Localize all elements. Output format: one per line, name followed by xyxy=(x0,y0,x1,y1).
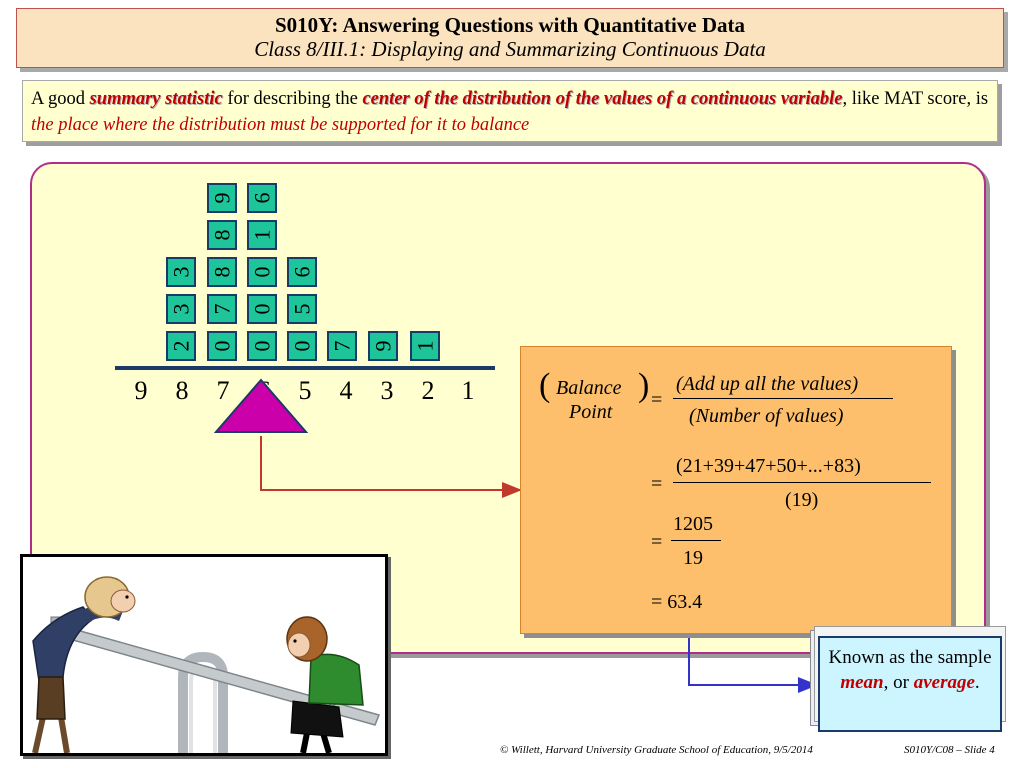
leaf-digit: 8 xyxy=(209,229,234,241)
title-box xyxy=(16,8,1004,68)
leaf-digit: 0 xyxy=(209,340,234,352)
numerator-2: (21+39+47+50+...+83) xyxy=(676,455,861,477)
fraction-bar-2 xyxy=(673,482,931,483)
leaf-digit: 6 xyxy=(249,192,274,204)
equals-1: = xyxy=(651,389,663,411)
leaf-tile xyxy=(327,331,357,361)
seesaw-illustration xyxy=(20,554,388,756)
leaf-digit: 9 xyxy=(209,192,234,204)
stem-label: 8 xyxy=(175,376,189,405)
stem-label: 4 xyxy=(339,376,353,405)
equals-3: = xyxy=(651,531,663,553)
formula-box xyxy=(520,346,952,634)
leaf-tile xyxy=(207,331,237,361)
stem-label: 2 xyxy=(421,376,435,405)
left-paren-open: ( xyxy=(539,367,551,404)
leaf-tile xyxy=(166,294,196,324)
leaf-tile xyxy=(410,331,440,361)
summary-statement xyxy=(22,80,998,142)
slide-title: S010Y: Answering Questions with Quantitative Data xyxy=(274,13,746,37)
leaf-digit: 3 xyxy=(168,303,193,315)
leaf-digit: 0 xyxy=(249,303,274,315)
numerator-3: 1205 xyxy=(673,513,713,535)
leaf-digit: 8 xyxy=(209,266,234,278)
leaf-digit: 7 xyxy=(209,303,234,315)
numerator-1: (Add up all the values) xyxy=(676,373,859,395)
balance-beam xyxy=(115,366,495,370)
mean-callout xyxy=(818,636,1002,732)
denominator-1-text: Number of values xyxy=(695,405,837,427)
numerator-2-text: 21+39+47+50+...+83 xyxy=(682,455,855,477)
summary-term-center: center of the distribution of the values of a continuous variable xyxy=(362,89,843,109)
leaf-tile xyxy=(287,331,317,361)
stem-label: 5 xyxy=(298,376,312,405)
leaf-tile xyxy=(207,294,237,324)
fulcrum-triangle xyxy=(214,378,308,434)
denominator-2: (19) xyxy=(785,489,819,511)
leaf-tile xyxy=(207,257,237,287)
leaf-tile xyxy=(247,257,277,287)
equals-2: = xyxy=(651,473,663,495)
leaf-tile xyxy=(287,294,317,324)
stem-label: 7 xyxy=(216,376,230,405)
stem-label: 9 xyxy=(134,376,148,405)
formula-result: = 63.4 xyxy=(651,591,703,613)
leaf-digit: 1 xyxy=(249,229,274,241)
summary-text-3: , like MAT score, is xyxy=(842,89,989,109)
stem-label: 3 xyxy=(380,376,394,405)
leaf-tile xyxy=(166,257,196,287)
leaf-tile xyxy=(287,257,317,287)
leaf-digit: 5 xyxy=(289,303,314,315)
leaf-digit: 1 xyxy=(412,340,437,352)
mean-text-3: . xyxy=(974,672,980,693)
summary-definition: the place where the distribution must be supported for it to balance xyxy=(31,115,530,135)
leaf-tile xyxy=(207,220,237,250)
numerator-1-text: Add up all the values xyxy=(682,373,852,395)
denominator-2-text: 19 xyxy=(791,489,812,511)
lhs-balance: Balance xyxy=(556,377,622,399)
summary-term-statistic: summary statistic xyxy=(89,89,223,109)
leaf-digit: 0 xyxy=(249,340,274,352)
mean-term: mean xyxy=(840,672,884,693)
leaf-tile xyxy=(247,220,277,250)
slide-subtitle: Class 8/III.1: Displaying and Summarizing Continuous Data xyxy=(254,37,766,61)
leaf-digit: 9 xyxy=(370,340,395,352)
left-paren-close: ) xyxy=(638,367,650,404)
summary-text-1: A good xyxy=(31,89,90,109)
leaf-tile xyxy=(247,331,277,361)
leaf-tile xyxy=(368,331,398,361)
denominator-3: 19 xyxy=(683,547,703,569)
leaf-digit: 2 xyxy=(168,340,193,352)
leaf-tile xyxy=(166,331,196,361)
footer-credit: © Willett, Harvard University Graduate School of Education, 9/5/2014 xyxy=(500,744,813,756)
mean-text-1: Known as the sample xyxy=(828,647,992,668)
leaf-digit: 0 xyxy=(249,266,274,278)
average-term: average xyxy=(913,672,975,693)
fraction-bar-3 xyxy=(671,540,721,541)
fraction-bar-1 xyxy=(673,398,893,399)
mean-text-2: , or xyxy=(883,672,914,693)
seesaw-clipart xyxy=(23,557,385,753)
leaf-digit: 7 xyxy=(329,340,354,352)
leaf-tile xyxy=(247,294,277,324)
leaf-tile xyxy=(247,183,277,213)
leaf-tile xyxy=(207,183,237,213)
leaf-digit: 3 xyxy=(168,266,193,278)
denominator-1: (Number of values) xyxy=(689,405,844,427)
summary-text-2: for describing the xyxy=(222,89,363,109)
leaf-digit: 0 xyxy=(289,340,314,352)
stem-label: 1 xyxy=(461,376,475,405)
footer-slide-number: S010Y/C08 – Slide 4 xyxy=(904,744,995,756)
leaf-digit: 6 xyxy=(289,266,314,278)
lhs-point: Point xyxy=(569,401,613,423)
